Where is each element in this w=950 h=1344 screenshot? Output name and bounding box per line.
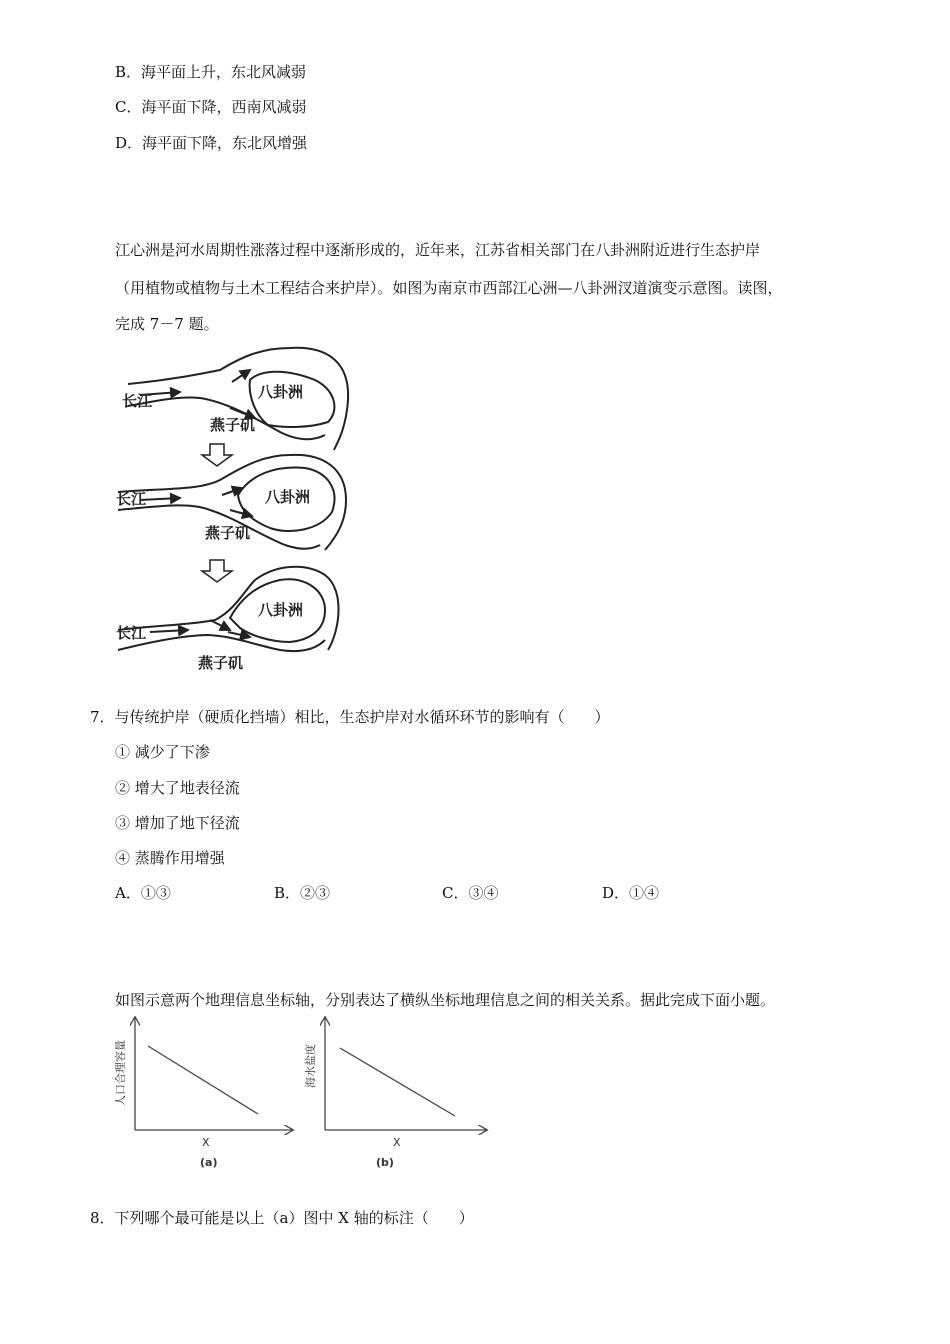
graph-a-caption: (a) <box>200 1156 218 1169</box>
graph-b-caption: (b) <box>376 1156 394 1169</box>
q7-item-2: ② 增大了地表径流 <box>115 779 240 797</box>
option-b: B．海平面上升，东北风减弱 <box>115 63 307 81</box>
stage3-island-label: 八卦洲 <box>258 601 304 619</box>
channel-evolution-diagram <box>110 340 360 680</box>
graph-b-ylabel: 海水盐度 <box>304 1044 317 1088</box>
stage3-river-label: 长江 <box>116 624 147 642</box>
stage1-island-label: 八卦洲 <box>258 383 304 401</box>
stage3-bank-label: 燕子矶 <box>198 654 244 672</box>
down-arrow-2 <box>202 560 232 582</box>
stage2-bank-label: 燕子矶 <box>205 524 251 542</box>
graph-a-ylabel: 人口合理容量 <box>114 1040 127 1106</box>
option-c: C．海平面下降，西南风减弱 <box>115 98 307 116</box>
q7-choice-a[interactable]: A．①③ <box>115 884 171 902</box>
q7-choice-d[interactable]: D．①④ <box>602 884 660 902</box>
graph-a-xlabel: X <box>202 1136 210 1149</box>
graph-a <box>135 1018 292 1130</box>
passage1-line2: （用植物或植物与土木工程结合来护岸）。如图为南京市西部江心洲—八卦洲汊道演变示意图。读图， <box>115 279 783 297</box>
stage2-river-label: 长江 <box>116 490 147 508</box>
q7-item-3: ③ 增加了地下径流 <box>115 814 240 832</box>
stage1-bank-label: 燕子矶 <box>210 416 256 434</box>
q8-stem: 8．下列哪个最可能是以上（a）图中 X 轴的标注（ ） <box>90 1209 474 1227</box>
stage3-inner-bank <box>118 635 325 651</box>
q7-stem: 7．与传统护岸（硬质化挡墙）相比，生态护岸对水循环环节的影响有（ ） <box>90 708 610 726</box>
stage2-island-label: 八卦洲 <box>265 488 311 506</box>
q7-choice-b[interactable]: B．②③ <box>274 884 331 902</box>
graph-b <box>325 1018 486 1130</box>
passage2-line1: 如图示意两个地理信息坐标轴，分别表达了横纵坐标地理信息之间的相关关系。据此完成下面小题。 <box>115 991 776 1009</box>
passage1-line3: 完成 7－7 题。 <box>115 315 219 333</box>
graph-b-trend-line <box>340 1048 455 1116</box>
down-arrow-1 <box>202 444 232 466</box>
q7-item-4: ④ 蒸腾作用增强 <box>115 849 225 867</box>
option-d: D．海平面下降，东北风增强 <box>115 134 308 152</box>
q7-choice-c[interactable]: C．③④ <box>442 884 499 902</box>
q7-item-1: ① 减少了下渗 <box>115 743 210 761</box>
axes-figure <box>108 1016 498 1176</box>
graph-a-trend-line <box>148 1046 258 1114</box>
passage1-line1: 江心洲是河水周期性涨落过程中逐渐形成的，近年来，江苏省相关部门在八卦洲附近进行生态护岸 <box>115 241 761 259</box>
stage1-river-label: 长江 <box>122 392 153 410</box>
graph-b-xlabel: X <box>393 1136 401 1149</box>
stage1-outer-bank <box>128 348 348 450</box>
